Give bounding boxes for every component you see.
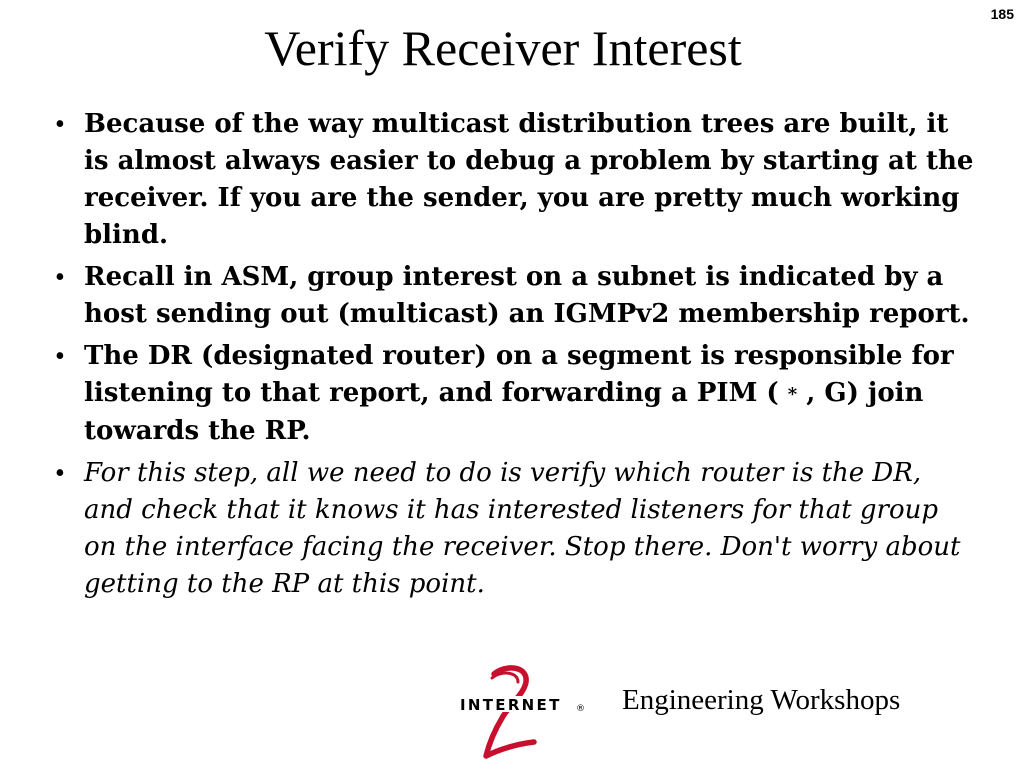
bullet-list: [45, 106, 975, 608]
footer-text: Engineering Workshops: [622, 684, 901, 716]
bullet-marker: •: [55, 262, 65, 293]
page-number: 185: [990, 6, 1014, 22]
bullet-item-3: [45, 338, 975, 450]
bullet-text-1: Because of the way multicast distribution trees are built, it is almost always easier to debug a problem by starting at the receiver. If you are the sender, you are pretty much working blind.: [84, 109, 974, 250]
logo-word: INTERNET: [460, 696, 562, 714]
bullet-item-2: [45, 259, 975, 333]
internet2-logo: [458, 660, 588, 760]
bullet-text-3-end: , G) join towards the RP.: [84, 378, 924, 446]
bullet-marker: •: [55, 341, 65, 372]
bullet-marker: •: [55, 458, 65, 489]
bullet-text-3: [84, 341, 954, 446]
bullet-text-4: For this step, all we need to do is verify which router is the DR, and check that it knows it has interested listeners for that group on the interface facing the receiver. Stop there. Don't worry about getting to the RP at this point.: [84, 458, 961, 599]
bullet-text-3-start: The DR (designated router) on a segment is responsible for listening to that report, and forwarding a PIM (: [84, 341, 954, 408]
bullet-marker: •: [55, 109, 65, 140]
bullet-text-2: Recall in ASM, group interest on a subnet is indicated by a host sending out (multicast) an IGMPv2 membership report.: [84, 262, 970, 329]
bullet-item-4: [45, 455, 975, 603]
wildcard-star: *: [787, 384, 798, 405]
bullet-item-1: [45, 106, 975, 254]
logo-registered-mark: ®: [576, 704, 585, 714]
slide-title: Verify Receiver Interest: [264, 20, 742, 76]
